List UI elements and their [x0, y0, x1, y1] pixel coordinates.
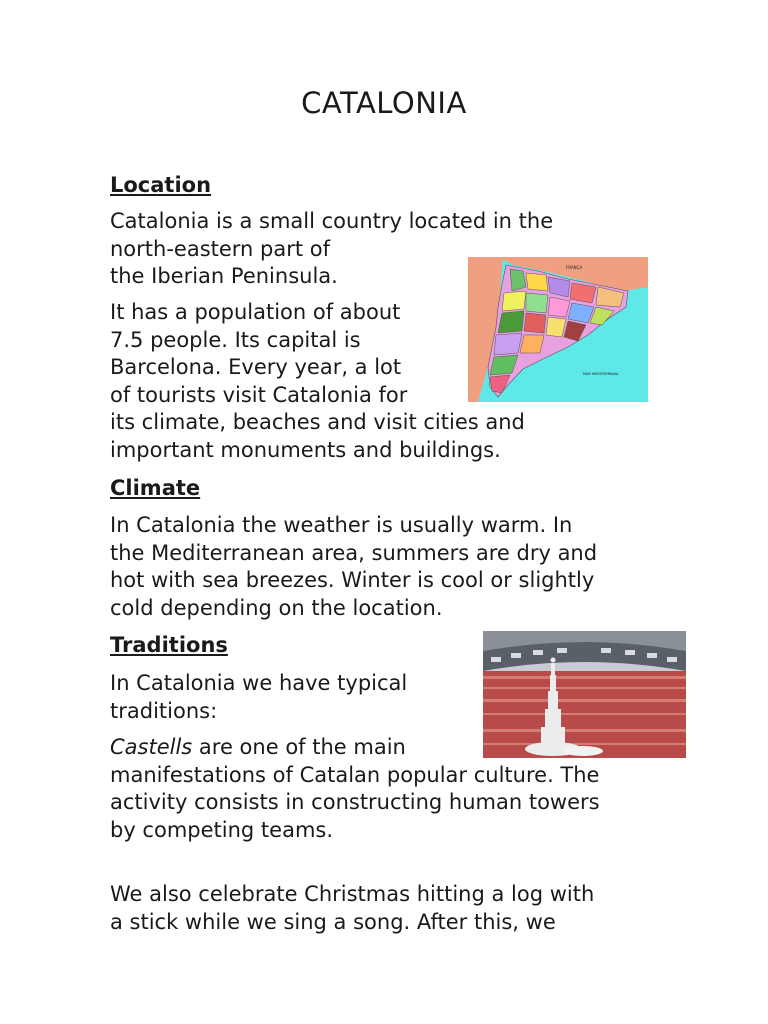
traditions-paragraph-1: In Catalonia we have typical traditions: [110, 671, 408, 723]
climate-heading: Climate [110, 476, 201, 500]
catalonia-map-graphic [468, 257, 648, 402]
traditions-paragraph-3: We also celebrate Christmas hitting a log with a stick while we sing a song. After this, we [110, 882, 595, 934]
castells-term: Castells [110, 735, 193, 759]
castells-photo [483, 631, 686, 758]
map-label-france: FRANÇA [566, 265, 583, 270]
castells-description: are one of the main manifestations of Catalan popular culture. The activity consists in constructing human towers by competing teams. [110, 735, 600, 842]
castells-photo-graphic [483, 631, 686, 758]
location-paragraph-2: It has a population of about 7.5 people. Its capital is Barcelona. Every year, a lot of tourists visit Catalonia for its climate, beaches and visit cities and important monuments and buildings. [110, 300, 525, 462]
traditions-heading: Traditions [110, 633, 228, 657]
page-title: CATALONIA [301, 86, 467, 120]
catalonia-map-image [468, 257, 648, 402]
location-paragraph-1: Catalonia is a small country located in the north-eastern part of the Iberian Peninsula. [110, 209, 554, 288]
climate-paragraph: In Catalonia the weather is usually warm. In the Mediterranean area, summers are dry and hot with sea breezes. Winter is cool or slightly cold depending on the location. [110, 513, 598, 620]
location-heading: Location [110, 173, 212, 197]
map-label-sea: MAR MEDITERRANIA [583, 372, 619, 376]
